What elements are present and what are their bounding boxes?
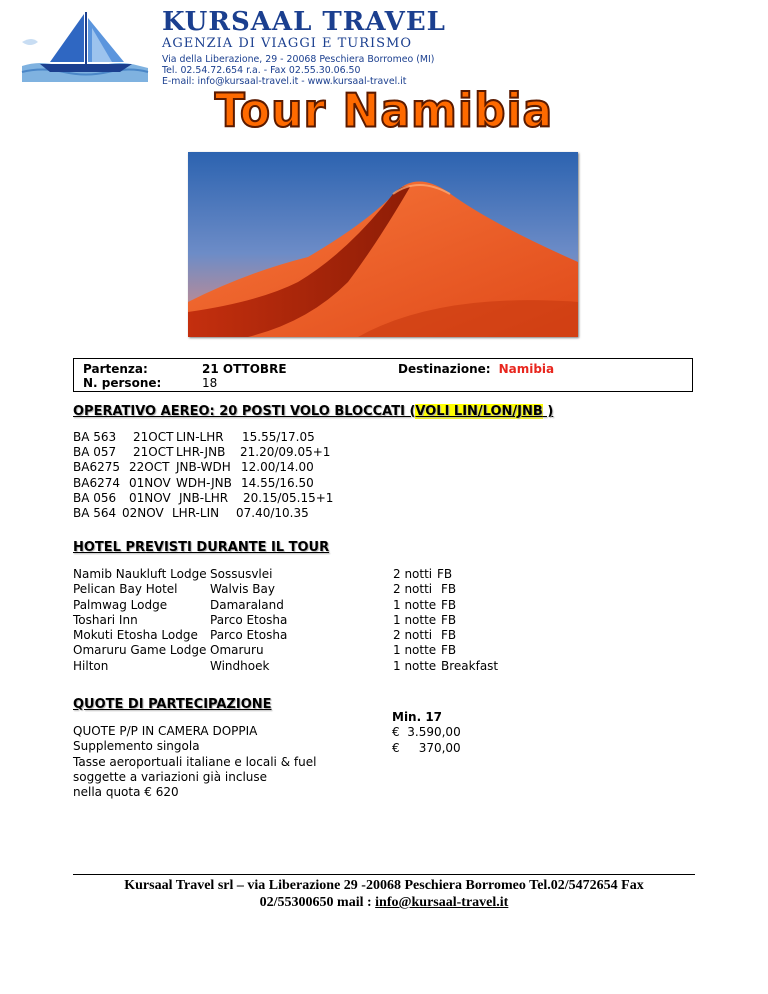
flight-date: 02NOV xyxy=(122,505,164,520)
agency-email-web: E-mail: info@kursaal-travel.it - www.kursaal-travel.it xyxy=(162,76,407,87)
hotel-place: Parco Etosha xyxy=(210,612,288,627)
hotel-place: Damaraland xyxy=(210,597,284,612)
hotel-row xyxy=(73,567,573,582)
departure-label: Partenza: xyxy=(83,362,148,376)
footer-divider xyxy=(73,874,695,875)
flights-heading-suffix: ) xyxy=(542,404,554,419)
flights-heading xyxy=(73,404,553,419)
hotel-board: FB xyxy=(441,612,457,627)
hotel-nights: 1 notte xyxy=(393,597,437,612)
departure-value: 21 OTTOBRE xyxy=(202,362,287,376)
hotel-row xyxy=(73,628,573,643)
flight-date: 21OCT xyxy=(133,430,174,444)
quote-line: soggette a variazioni già incluse xyxy=(73,769,268,784)
quote-descriptions xyxy=(73,724,373,800)
flight-times: 07.40/10.35 xyxy=(236,505,309,520)
hotel-name: Mokuti Etosha Lodge xyxy=(73,628,198,643)
flight-route: LHR-JNB xyxy=(176,445,226,460)
quote-values xyxy=(392,710,461,756)
flight-code: BA 563 xyxy=(73,430,117,444)
hotel-nights: 1 notte xyxy=(393,658,437,673)
quote-value: € 3.590,00 xyxy=(392,725,461,740)
flights-heading-prefix: OPERATIVO AEREO: 20 POSTI VOLO BLOCCATI ( xyxy=(73,404,416,419)
hotel-nights: 2 notti xyxy=(393,628,433,643)
flight-route: JNB-LHR xyxy=(179,490,229,505)
sailing-ship-logo-icon xyxy=(20,8,150,82)
hotel-place: Walvis Bay xyxy=(210,582,275,597)
quote-line: Tasse aeroportuali italiane e locali & fuel xyxy=(73,754,317,769)
hotel-board: FB xyxy=(441,628,457,643)
footer-line-2 xyxy=(73,894,695,911)
footer xyxy=(73,877,695,911)
flight-route: LIN-LHR xyxy=(176,430,224,444)
agency-phone: Tel. 02.54.72.654 r.a. - Fax 02.55.30.06.50 xyxy=(162,65,361,76)
hotel-nights: 1 notte xyxy=(393,612,437,627)
hotel-name: Hilton xyxy=(73,658,109,673)
quote-value: € 370,00 xyxy=(392,740,461,755)
quote-line: nella quota € 620 xyxy=(73,785,179,800)
footer-line-2-prefix: 02/55300650 mail : xyxy=(259,895,376,910)
quote-line: QUOTE P/P IN CAMERA DOPPIA xyxy=(73,724,258,738)
flight-code: BA 056 xyxy=(73,490,117,505)
footer-email-link[interactable]: info@kursaal-travel.it xyxy=(375,895,509,910)
destination-value: Namibia xyxy=(498,362,555,376)
destination xyxy=(398,362,554,376)
hotel-board: FB xyxy=(437,567,453,581)
hotel-name: Namib Naukluft Lodge xyxy=(73,567,207,581)
hotel-name: Omaruru Game Lodge xyxy=(73,643,207,658)
flight-date: 21OCT xyxy=(133,445,174,460)
agency-address: Via della Liberazione, 29 - 20068 Peschiera Borromeo (MI) xyxy=(162,54,435,65)
hotel-board: FB xyxy=(441,643,457,658)
trip-info-box xyxy=(73,358,693,392)
hotel-place: Parco Etosha xyxy=(210,628,288,643)
hotels-heading: HOTEL PREVISTI DURANTE IL TOUR xyxy=(73,540,330,555)
flight-date: 01NOV xyxy=(129,475,171,490)
hotel-nights: 1 notte xyxy=(393,643,437,658)
agency-brand: KURSAAL TRAVEL xyxy=(162,7,446,37)
destination-label: Destinazione: xyxy=(398,362,491,376)
hotel-name: Palmwag Lodge xyxy=(73,597,168,612)
flight-times: 14.55/16.50 xyxy=(241,475,314,490)
flight-route: WDH-JNB xyxy=(176,475,232,490)
hotel-row xyxy=(73,659,573,674)
people-value: 18 xyxy=(202,376,218,390)
flight-route: JNB-WDH xyxy=(176,460,231,475)
hotel-board: Breakfast xyxy=(441,658,499,673)
hotel-list xyxy=(73,567,573,674)
flight-times: 15.55/17.05 xyxy=(242,430,315,444)
hotel-row xyxy=(73,613,573,628)
flight-times: 12.00/14.00 xyxy=(241,460,314,475)
hotel-place: Omaruru xyxy=(210,643,264,658)
hotel-row xyxy=(73,582,573,597)
hotel-place: Windhoek xyxy=(210,658,270,673)
flight-code: BA6274 xyxy=(73,475,120,490)
people-label: N. persone: xyxy=(83,376,162,390)
agency-subtitle: AGENZIA DI VIAGGI E TURISMO xyxy=(162,36,413,51)
hotel-board: FB xyxy=(441,582,457,597)
flight-times: 20.15/05.15+1 xyxy=(243,490,334,505)
hotel-board: FB xyxy=(441,597,457,612)
quote-line: Supplemento singola xyxy=(73,739,200,754)
hotel-name: Pelican Bay Hotel xyxy=(73,582,178,597)
flights-heading-highlight: VOLI LIN/LON/JNB xyxy=(415,404,543,419)
hotel-nights: 2 notti xyxy=(393,567,433,581)
hotel-row xyxy=(73,643,573,658)
flight-date: 22OCT xyxy=(129,460,170,475)
quote-min-label: Min. 17 xyxy=(392,710,443,724)
flight-code: BA 057 xyxy=(73,445,117,460)
quotes-heading: QUOTE DI PARTECIPAZIONE xyxy=(73,697,272,712)
namibia-red-dune-photo xyxy=(188,152,578,337)
flight-times: 21.20/09.05+1 xyxy=(240,445,331,460)
flight-route: LHR-LIN xyxy=(172,505,220,520)
letterhead xyxy=(162,8,462,87)
flight-code: BA6275 xyxy=(73,460,120,475)
hotel-row xyxy=(73,598,573,613)
flight-date: 01NOV xyxy=(129,490,171,505)
footer-line-1: Kursaal Travel srl – via Liberazione 29 -20068 Peschiera Borromeo Tel.02/5472654 Fax xyxy=(124,878,644,893)
hotel-name: Toshari Inn xyxy=(73,612,138,627)
hotel-place: Sossusvlei xyxy=(210,567,273,581)
flight-code: BA 564 xyxy=(73,505,117,520)
hotel-nights: 2 notti xyxy=(393,582,433,597)
page-title: Tour Namibia xyxy=(214,84,554,139)
